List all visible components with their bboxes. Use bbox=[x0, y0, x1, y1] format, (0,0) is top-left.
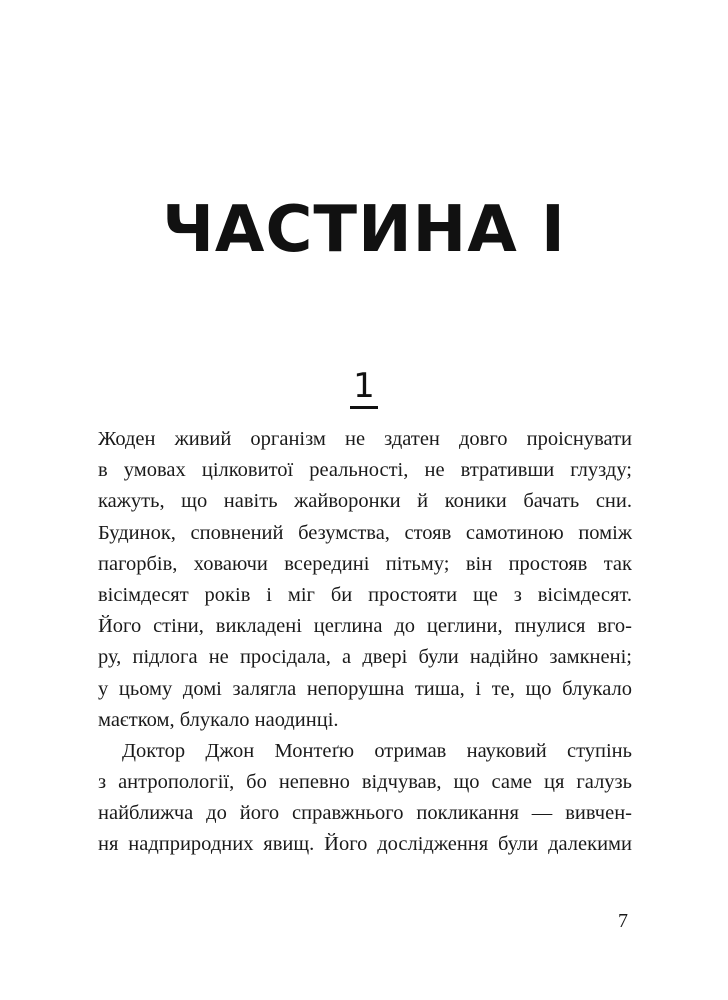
text-line: найближча до його справжнього покликання — вивчен- bbox=[98, 802, 632, 825]
text-line: Його стіни, викладені цеглина до цеглини, пнулися вго- bbox=[98, 615, 632, 638]
body-text bbox=[98, 424, 632, 861]
text-line: вісімдесят років і міг би простояти ще з вісімдесят. bbox=[98, 583, 632, 606]
text-line: ня надприродних явищ. Його дослідження були далекими bbox=[98, 833, 632, 856]
text-line: в умовах цілковитої реальності, не втративши глузду; bbox=[98, 459, 632, 482]
text-line: у цьому домі залягла непорушна тиша, і те, що блукало bbox=[98, 677, 632, 700]
text-line: маєтком, блукало наодинці. bbox=[98, 708, 339, 731]
text-line: Доктор Джон Монтеґю отримав науковий ступінь bbox=[122, 739, 632, 762]
chapter-number bbox=[0, 366, 728, 409]
text-line: кажуть, що навіть жайворонки й коники бачать сни. bbox=[98, 490, 632, 513]
text-line: пагорбів, ховаючи всередині пітьму; він простояв так bbox=[98, 552, 632, 575]
chapter-number-label: 1 bbox=[350, 366, 378, 409]
page-number: 7 bbox=[618, 910, 628, 932]
part-title: ЧАСТИНА І bbox=[162, 193, 566, 267]
text-line: з антропології, бо непевно відчував, що саме ця галузь bbox=[98, 771, 632, 794]
text-line: Будинок, сповнений безумства, стояв самотиною поміж bbox=[98, 521, 632, 544]
text-line: Жоден живий організм не здатен довго проіснувати bbox=[98, 428, 632, 450]
text-line: ру, підлога не просідала, а двері були надійно замкнені; bbox=[98, 646, 632, 669]
